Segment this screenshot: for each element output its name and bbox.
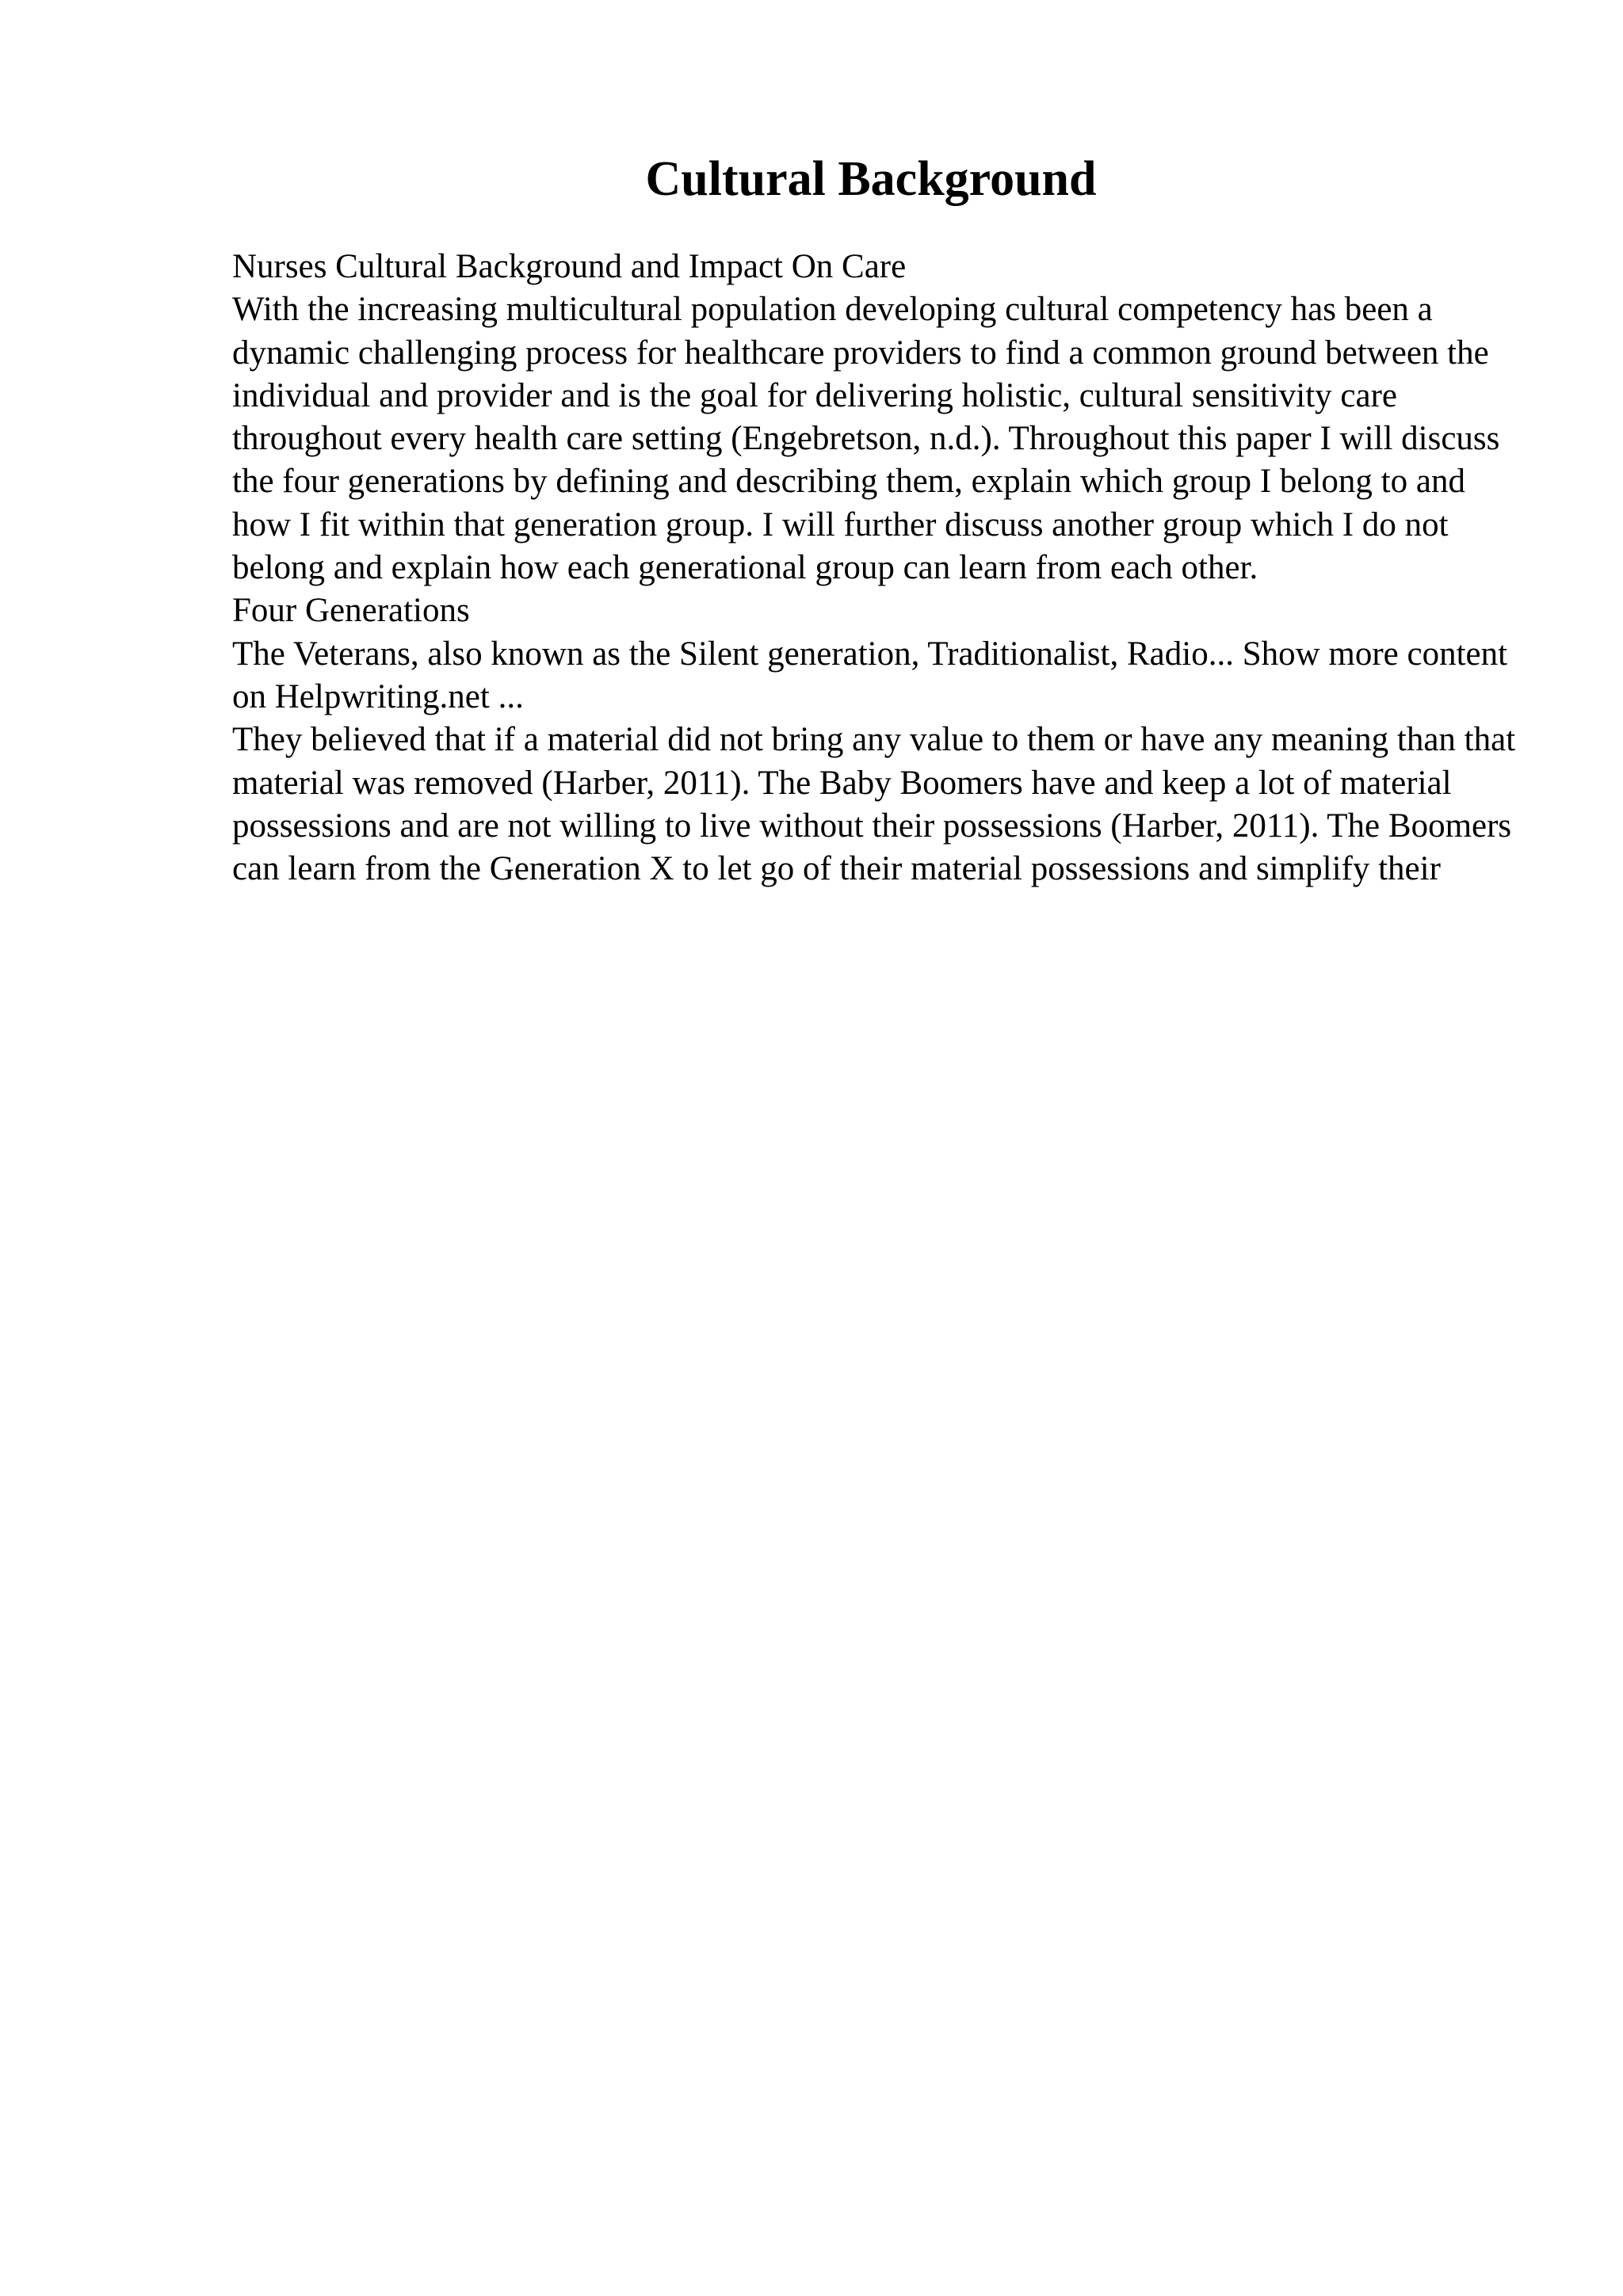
paragraph-boomers: They believed that if a material did not bring any value to them or have any meaning than that material was removed (Harber, 2011). The Baby Boomers have and keep a lot of material possessions and are not willing to live without their possessions (Harber, 2011). The Boomers can learn from the Generation X to let go of their material possessions and simplify their — [232, 721, 1516, 888]
paragraph-intro: With the increasing multicultural population developing cultural competency has been a dynamic challenging process for healthcare providers to find a common ground between the individual and provider and is the goal for delivering holistic, cultural sensitivity care throughout every health care setting (Engebretson, n.d.). Throughout this paper I will discuss the four generations by defining and describing them, explain which group I belong to and how I fit within that generation group. I will further discuss another group which I do not belong and explain how each generational group can learn from each other. — [232, 291, 1500, 587]
paragraph-heading: Nurses Cultural Background and Impact On Care — [232, 248, 907, 285]
page-title: Cultural Background — [645, 152, 1097, 206]
section-heading: Four Generations — [232, 592, 470, 630]
document-body — [232, 246, 1532, 891]
paragraph-veterans: The Veterans, also known as the Silent generation, Traditionalist, Radio... Show more content on Helpwriting.net ... — [232, 635, 1508, 715]
